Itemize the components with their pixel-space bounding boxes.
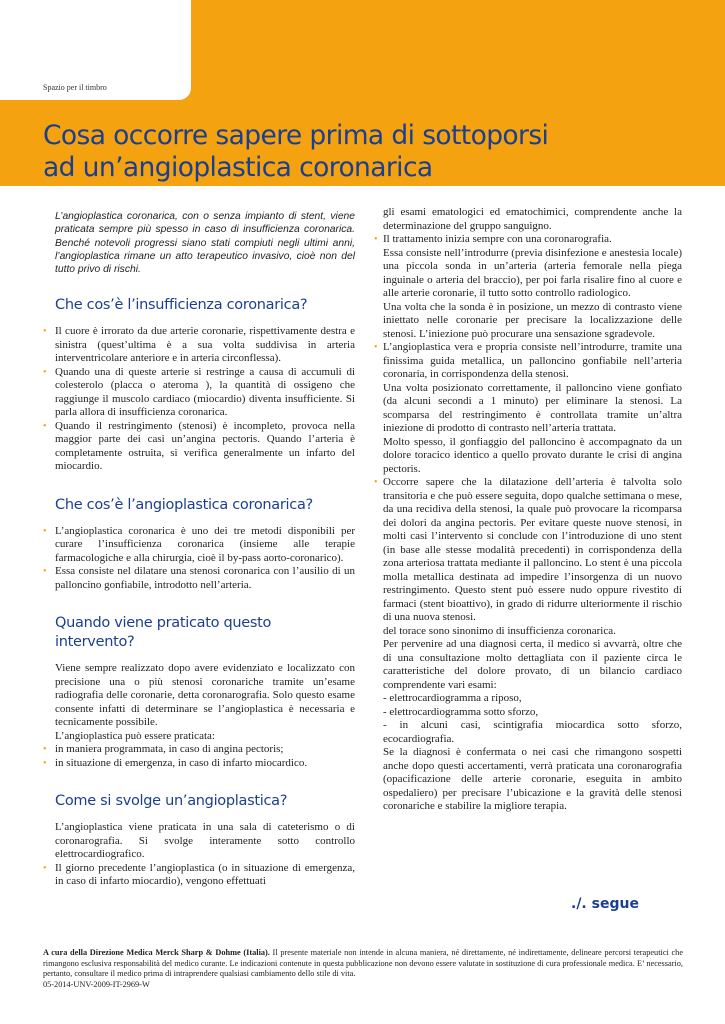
bullet-list (43, 525, 355, 593)
title-line-2: ad un’angioplastica coronarica (43, 152, 433, 183)
paragraph: L’angioplastica può essere praticata: (55, 729, 215, 742)
section-svolge (43, 792, 355, 889)
list-item: • Il cuore è irrorato da due arterie coronarie, rispettivamente destra e sinistra (quest’ultima è a sua volta suddivisa in arteria interventricolare anteriore e in arteria circonflessa). (43, 325, 355, 366)
paragraph: Una volta che la sonda è in posizione, un mezzo di contrasto viene iniettato nelle coronarie per precisare la localizzazione delle stenosi. L’iniezione può procurare una sensazione sgradevole. (383, 300, 682, 340)
continue-label: ./. segue (571, 896, 639, 912)
paragraph: Essa consiste nell’introdurre (previa disinfezione e anestesia locale) una piccola sonda in un’arteria (arteria femorale nella piega inguinale o arteria del braccio), per poi farla risalire fino al cuore e alle arterie coronarie, il tutto sotto controllo radiologico. (383, 246, 682, 299)
footer-code: 05-2014-UNV-2009-IT-2969-W (43, 979, 150, 989)
title-line-1: Cosa occorre sapere prima di sottoporsi (43, 120, 549, 151)
paragraph: Molto spesso, il gonfiaggio del palloncino è accompagnato da un dolore toracico identico a quello provato durante le crisi di angina pectoris. (383, 435, 682, 475)
footer-text: Il presente materiale non intende in alcuna maniera, né direttamente, né indirettamente, delineare percorsi terapeutici che rimangono esclusiva responsabilità del medico curante. Le indicazioni contenute in questa pubblicazione non devono essere valutate in sostituzione di cura professionale medica. E’ necessario, pertanto, consultare il medico prima di intraprendere qualsiasi cambiamento dello stile di vita. (43, 948, 684, 979)
paragraph: Una volta posizionato correttamente, il palloncino viene gonfiato (da alcuni secondi a 1 minuto) per eliminare la stenosi. La scomparsa del restringimento è controllata tramite un’altra iniezione di prodotto di contrasto nell’arteria trattata. (383, 381, 682, 434)
list-item: • Il trattamento inizia sempre con una coronarografia. (374, 233, 682, 247)
section-insufficienza (43, 296, 355, 474)
section-quando (43, 614, 355, 770)
list-item: • Occorre sapere che la dilatazione dell’arteria è talvolta solo transitoria e che può essere seguita, dopo qualche settimana o mese, da una recidiva della stenosi, la quale può provocare la ricomparsa dei dolori da angina pectoris. Per evitare queste nuove stenosi, in molti casi l’intervento si conclude con l’introduzione di uno stent (in base alle stesse modalità precedenti) in corrispondenza della zona arteriosa trattata mediante il palloncino. Lo stent è una piccola molla metallica destinata ad impedire l’insorgenza di un nuovo restringimento. Questo stent può essere nudo oppure rivestito di farmaci (stent bioattivo), in grado di ridurre ulteriormente il rischio di una nuova stenosi. (374, 476, 682, 625)
bullet-list (43, 325, 355, 474)
paragraph: del torace sono sinonimo di insufficienza coronarica. (383, 624, 616, 637)
bullet-list (374, 233, 682, 247)
paragraph: Per pervenire ad una diagnosi certa, il medico si avvarrà, oltre che di una consultazione molto dettagliata con il paziente circa le caratteristiche del dolore provato, di un bilancio cardiaco comprendente vari esami: (383, 638, 682, 691)
page-title (43, 120, 703, 184)
intro-paragraph: L’angioplastica coronarica, con o senza impianto di stent, viene praticata sempre più spesso in caso di insufficienza coronarica. Benché notevoli progressi siano stati compiuti negli ultimi anni, l’angioplastica rimane un atto terapeutico invasivo, cioè non del tutto privo di rischi. (55, 211, 355, 276)
section-angioplastica (43, 496, 355, 593)
left-column (43, 210, 355, 911)
paragraph: L’angioplastica viene praticata in una sala di cateterismo o di coronarografia. Si svolge interamente sotto controllo elettrocardiografico. (55, 821, 355, 861)
list-item: • in situazione di emergenza, in caso di infarto miocardico. (43, 757, 355, 771)
paragraph: Se la diagnosi è confermata o nei casi che rimangono sospetti anche dopo questi accertamenti, verrà praticata una coronarografia (opacificazione delle arterie coronarie, eseguita in ambito ospedaliero) per precisare l’ubicazione e la gravità delle stenosi coronariche e stabilire la migliore terapia. (383, 746, 682, 812)
bullet-list (43, 743, 355, 770)
bullet-list (374, 476, 682, 625)
footer-disclaimer (43, 948, 683, 990)
list-item: • in maniera programmata, in caso di angina pectoris; (43, 743, 355, 757)
paragraph: - elettrocardiogramma a riposo, (383, 692, 522, 704)
heading-line: intervento? (55, 634, 135, 651)
list-item: • L’angioplastica coronarica è uno dei tre metodi disponibili per curare l’insufficienza coronarica (insieme alle terapie farmacologiche e alla chirurgia, cioè il by-pass aorto-coronarico). (43, 525, 355, 566)
list-item: • Quando il restringimento (stenosi) è incompleto, provoca nella maggior parte dei casi un’angina pectoris. Quando l’arteria è completamente ostruita, si verifica generalmente un infarto del miocardio. (43, 420, 355, 474)
bullet-list (374, 341, 682, 382)
paragraph: gli esami ematologici ed ematochimici, comprendente anche la determinazione del gruppo sanguigno. (383, 206, 682, 232)
bullet-list (43, 862, 355, 889)
paragraph: - elettrocardiogramma sotto sforzo, (383, 705, 539, 718)
right-column (374, 206, 682, 814)
section-heading: Che cos’è l’angioplastica coronarica? (55, 496, 313, 513)
list-item: • Essa consiste nel dilatare una stenosi coronarica con l’ausilio di un palloncino gonfiabile, introdotto nell’arteria. (43, 565, 355, 592)
stamp-label: Spazio per il timbro (43, 83, 107, 92)
heading-line: Quando viene praticato questo (55, 615, 272, 632)
section-heading (55, 614, 355, 652)
section-heading: Come si svolge un’angioplastica? (55, 793, 288, 810)
paragraph: Viene sempre realizzato dopo avere evidenziato e localizzato con precisione una o più stenosi coronariche tramite un’esame radiografia delle coronarie, detta coronarografia. Solo questo esame consente infatti di determinare se l’angioplastica è necessaria e tecnicamente possibile. (55, 662, 355, 729)
footer-author: A cura della Direzione Medica Merck Sharp & Dohme (Italia). (43, 948, 270, 957)
list-item: • Quando una di queste arterie si restringe a causa di accumuli di colesterolo (placca o ateroma ), la quantità di ossigeno che raggiunge il muscolo cardiaco (miocardio) diventa insufficiente. Si parla allora di insufficienza coronarica. (43, 366, 355, 420)
paragraph: - in alcuni casi, scintigrafia miocardica sotto sforzo, ecocardiografia. (383, 719, 682, 745)
section-heading: Che cos’è l’insufficienza coronarica? (55, 297, 308, 314)
list-item: • Il giorno precedente l’angioplastica (o in situazione di emergenza, in caso di infarto miocardio), vengono effettuati (43, 862, 355, 889)
list-item: • L’angioplastica vera e propria consiste nell’introdurre, tramite una finissima guida metallica, un palloncino gonfiabile nell’arteria coronaria, in corrispondenza della stenosi. (374, 341, 682, 382)
